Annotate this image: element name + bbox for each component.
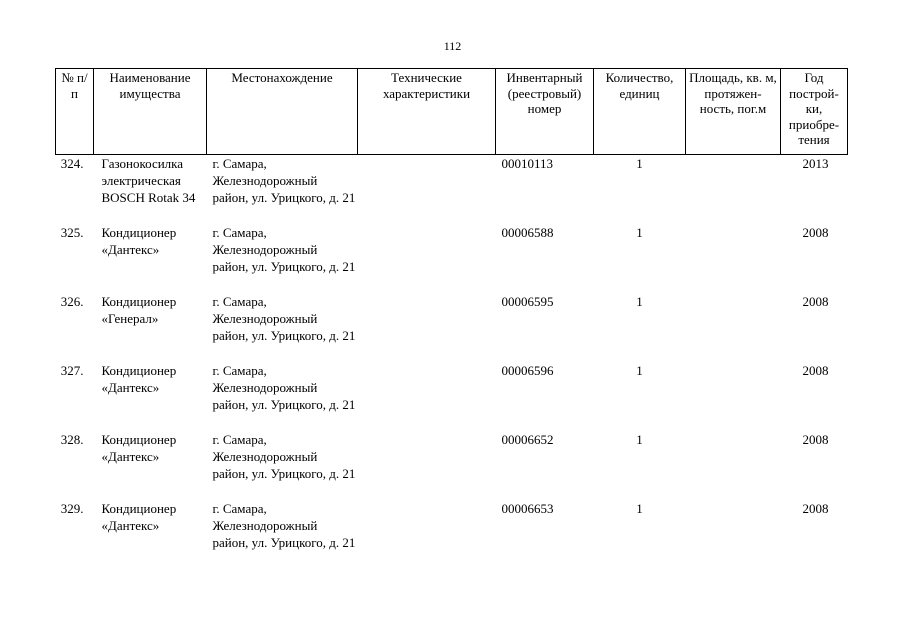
cell-num: 325.	[60, 224, 84, 240]
header-location: Местонахождение	[207, 69, 358, 155]
cell-area	[686, 293, 781, 362]
table-row	[56, 224, 848, 293]
cell-inventory: 00006653	[501, 500, 554, 516]
cell-quantity: 1	[636, 156, 643, 171]
cell-year: 2008	[802, 362, 829, 378]
cell-inventory: 00006588	[501, 224, 554, 240]
table-row	[56, 293, 848, 362]
cell-quantity: 1	[636, 293, 643, 309]
cell-year: 2008	[802, 431, 829, 447]
cell-location: г. Самара, Железнодорожный район, ул. Урицкого, д. 21	[212, 500, 356, 550]
cell-name: Кондиционер «Дантекс»	[101, 500, 177, 533]
cell-name: Кондиционер «Дантекс»	[101, 224, 177, 257]
cell-location: г. Самара, Железнодорожный район, ул. Урицкого, д. 21	[212, 293, 356, 343]
cell-name: Кондиционер «Дантекс»	[101, 431, 177, 464]
table-header-row	[56, 69, 848, 155]
cell-location: г. Самара, Железнодорожный район, ул. Урицкого, д. 21	[212, 224, 356, 274]
cell-tech	[358, 500, 496, 569]
header-area: Площадь, кв. м, протяжен-ность, пог.м	[686, 69, 781, 155]
table-row	[56, 362, 848, 431]
cell-year: 2008	[802, 293, 829, 309]
cell-area	[686, 155, 781, 224]
cell-area	[686, 224, 781, 293]
cell-location: г. Самара, Железнодорожный район, ул. Урицкого, д. 21	[212, 362, 356, 412]
cell-inventory: 00006596	[501, 362, 554, 378]
page-number: 112	[443, 39, 462, 53]
cell-quantity: 1	[636, 362, 643, 378]
cell-location: г. Самара, Железнодорожный район, ул. Урицкого, д. 21	[212, 431, 356, 481]
header-tech: Технические характеристики	[358, 69, 496, 155]
cell-quantity: 1	[636, 224, 643, 240]
cell-tech	[358, 293, 496, 362]
cell-inventory: 00006652	[501, 431, 554, 447]
cell-quantity: 1	[636, 500, 643, 516]
cell-inventory: 00010113	[501, 156, 554, 171]
cell-inventory: 00006595	[501, 293, 554, 309]
cell-quantity: 1	[636, 431, 643, 447]
cell-year: 2008	[802, 224, 829, 240]
table-row	[56, 431, 848, 500]
cell-num: 328.	[60, 431, 84, 447]
cell-area	[686, 362, 781, 431]
cell-year: 2008	[802, 500, 829, 516]
header-inventory: Инвентарный (реестровый) номер	[496, 69, 594, 155]
cell-tech	[358, 155, 496, 224]
table-row	[56, 500, 848, 569]
header-quantity: Количество, единиц	[594, 69, 686, 155]
cell-year: 2013	[802, 156, 829, 171]
cell-num: 324.	[60, 156, 84, 171]
cell-area	[686, 500, 781, 569]
cell-location: г. Самара, Железнодорожный район, ул. Урицкого, д. 21	[212, 156, 356, 206]
cell-name: Кондиционер «Генерал»	[101, 293, 177, 326]
cell-num: 329.	[60, 500, 84, 516]
table-row	[56, 155, 848, 224]
cell-tech	[358, 224, 496, 293]
cell-tech	[358, 362, 496, 431]
header-name: Наименование имущества	[94, 69, 207, 155]
cell-num: 327.	[60, 362, 84, 378]
cell-area	[686, 431, 781, 500]
property-table	[55, 68, 848, 569]
cell-name: Кондиционер «Дантекс»	[101, 362, 177, 395]
header-num: № п/п	[56, 69, 94, 155]
cell-num: 326.	[60, 293, 84, 309]
cell-name: Газонокосилка электрическая BOSCH Rotak 34	[101, 156, 196, 206]
header-year: Год построй-ки, приобре-тения	[781, 69, 848, 155]
cell-tech	[358, 431, 496, 500]
